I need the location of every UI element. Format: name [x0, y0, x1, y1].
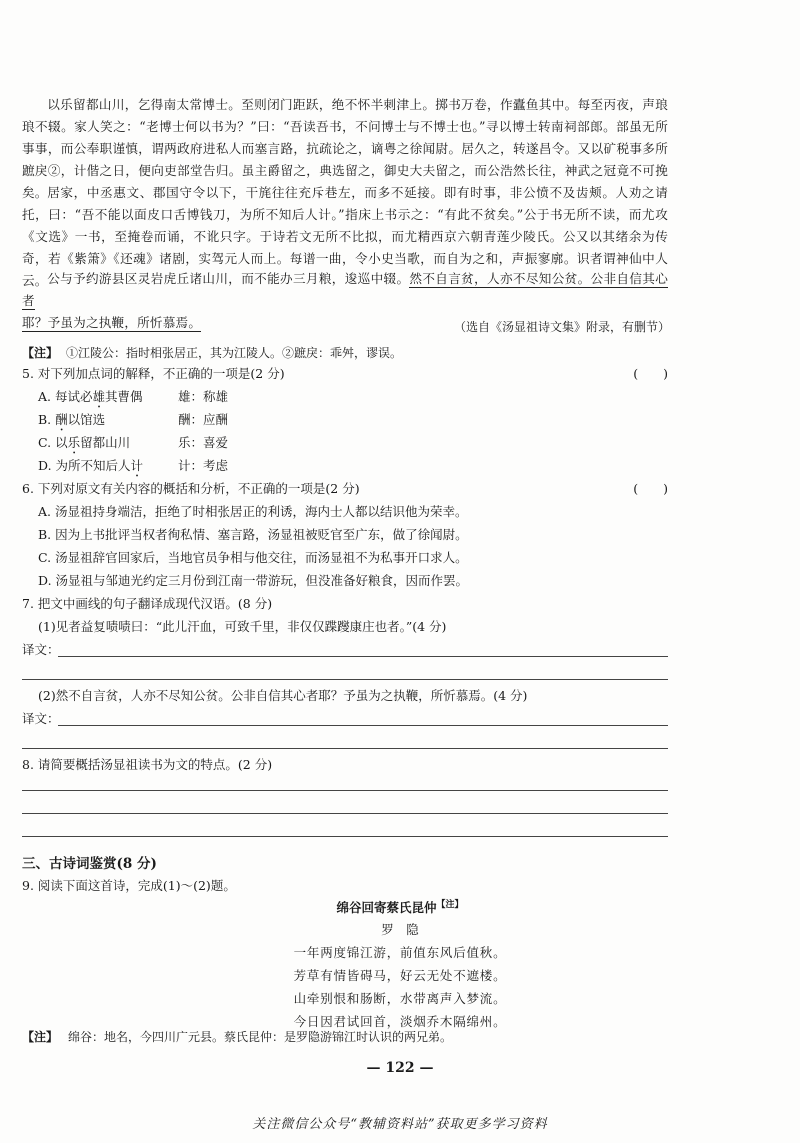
q5-b-dotted: 酬: [55, 412, 68, 427]
q7-translation-label-2: 译文：: [22, 711, 60, 726]
q5-c-post: 留都山川: [80, 435, 131, 450]
poem-line-3: 山牵别恨和肠断，水带离声入梦流。: [293, 991, 507, 1006]
section-3-heading: 三、古诗词鉴赏(8 分): [22, 856, 157, 872]
q7-answer-line-1b[interactable]: [22, 679, 668, 680]
q5-option-b: [38, 410, 105, 434]
poem-note-label: 【注】: [22, 1030, 59, 1044]
q5-option-c: [38, 433, 130, 457]
q5-stem-text: 5. 对下列加点词的解释，不正确的一项是(2 分): [22, 366, 285, 381]
passage-paragraph-1: 以乐留都山川，乞得南太常博士。至则闭门距跃，绝不怀半刺津上。掷书万卷，作蠹鱼其中。每至丙夜，声琅琅不辍。家人笑之：“老博士何以书为？”曰：“吾读吾书，不问博士与不博士也。”寻以博士转南祠部郎。部虽无所事事，而公奉职谨慎，谓两政府进私人而塞言路，抗疏论之，谪粤之徐闻尉。居久之，转遂昌令。又以矿税事多所蹠戾②，计偕之日，便向吏部堂告归。虽主爵留之，典选留之，御史大夫留之，而公浩然长往，神武之冠竟不可挽矣。: [22, 97, 668, 200]
q6-option-d: D. 汤显祖与邹迪光约定三月份到江南一带游玩，但没准备好粮食，因而作罢。: [38, 573, 469, 588]
q5-b-pre: B.: [38, 412, 56, 427]
q8-answer-line-1[interactable]: [22, 790, 668, 791]
underlined-sentence-a: 然不自言贫，人亦不尽知公贫。公非自信其心者: [22, 271, 668, 308]
q7-sentence-1: (1)见者益复啧啧曰：“此儿汗血，可致千里，非仅仅蹀躞康庄也者。”(4 分): [38, 619, 447, 634]
passage-source: （选自《汤显祖诗文集》附录，有删节）: [453, 320, 670, 334]
q5-option-d: [38, 456, 143, 480]
note-label: 【注】: [22, 346, 59, 360]
q5-c-dotted: 乐: [67, 435, 81, 450]
poem-note: [22, 1028, 452, 1045]
poem-line-1: 一年两度锦江游，前值东风后值秋。: [293, 945, 507, 960]
q5-option-d-gloss: 计：考虑: [178, 458, 229, 473]
q6-option-a: A. 汤显祖持身端洁，拒绝了时相张居正的利诱，海内士人都以结识他为荣幸。: [38, 504, 468, 519]
q6-stem-text: 6. 下列对原文有关内容的概括和分析，不正确的一项是(2 分): [22, 481, 360, 496]
question-5-stem: [22, 364, 668, 382]
poem-title: [0, 897, 800, 916]
footer-watermark: 关注微信公众号“教辅资料站”获取更多学习资料: [252, 1117, 548, 1132]
question-9-stem: 9. 阅读下面这首诗，完成(1)～(2)题。: [22, 878, 236, 893]
q6-answer-paren[interactable]: ( ): [633, 481, 668, 496]
q5-b-post: 以馆选: [67, 412, 106, 427]
q7-answer-line-1a[interactable]: [58, 656, 668, 657]
q8-answer-line-3[interactable]: [22, 836, 668, 837]
poem-title-text: 绵谷回寄蔡氏昆仲: [336, 900, 437, 916]
q5-option-a: [38, 387, 143, 411]
q7-sentence-2: (2)然不自言贫，人亦不尽知公贫。公非自信其心者耶？予虽为之执鞭，所忻慕焉。(4 分): [38, 688, 528, 703]
q5-option-c-gloss: 乐：喜爱: [178, 435, 229, 450]
poem-author: 罗 隐: [381, 922, 419, 937]
poem-line-2: 芳草有情皆碍马，好云无处不遮楼。: [293, 968, 507, 983]
q5-option-a-gloss: 雄：称雄: [178, 389, 229, 404]
q5-option-b-gloss: 酬：应酬: [178, 412, 229, 427]
passage-p3-plain: 公与予约游县区灵岩虎丘诸山川，而不能办三月粮，逡巡中辍。: [47, 271, 410, 286]
q5-answer-paren[interactable]: ( ): [633, 366, 668, 381]
q7-translation-label-1: 译文：: [22, 642, 60, 657]
q6-option-c: C. 汤显祖辞官回家后，当地官员争相与他交往，而汤显祖不为私事开口求人。: [38, 550, 468, 565]
poem-title-note-mark: 【注】: [436, 900, 464, 910]
q5-d-pre: D. 为所不知后人: [38, 458, 131, 473]
poem-note-text: 绵谷：地名，今四川广元县。蔡氏昆仲：是罗隐游锦江时认识的两兄弟。: [68, 1030, 453, 1044]
q5-a-pre: A. 每试必: [38, 389, 93, 404]
question-7-stem: 7. 把文中画线的句子翻译成现代汉语。(8 分): [22, 596, 273, 611]
passage-note: [22, 344, 668, 361]
q7-answer-line-2b[interactable]: [22, 748, 668, 749]
q5-a-post: 其曹偶: [105, 389, 143, 404]
question-6-stem: [22, 479, 668, 497]
q6-option-b: B. 因为上书批评当权者徇私情、塞言路，汤显祖被贬官至广东，做了徐闻尉。: [38, 527, 468, 542]
q5-a-dotted: 雄: [92, 389, 105, 404]
q5-d-dotted: 计: [130, 458, 144, 473]
poem-line-4: 今日因君试回首，淡烟乔木隔绵州。: [293, 1014, 507, 1029]
q5-c-pre: C. 以: [38, 435, 68, 450]
page-number: — 122 —: [366, 1060, 434, 1076]
question-8-stem: 8. 请简要概括汤显祖读书为文的特点。(2 分): [22, 757, 273, 772]
note-text: ①江陵公：指时相张居正，其为江陵人。②蹠戾：乖舛，谬误。: [66, 346, 403, 360]
passage-paragraph-2: 居家，中丞惠文、郡国守令以下，干旄往往充斥巷左，而多不延接。即有时事，非公愤不及齿颊。人劝之请托，曰：“吾不能以面皮口舌博钱刀，为所不知后人计。”指床上书示之：“有此不贫矣。”公于书无所不读，而尤攻《文选》一书，至掩卷而诵，不讹只字。于诗若文无所不比拟，而尤精西京六朝青莲少陵氏。公又以其绪余为传奇，若《紫箫》《还魂》诸剧，实驾元人而上。每谱一曲，令小史当歌，而自为之和，声振寥廓。识者谓神仙中人云。: [22, 185, 668, 288]
underlined-sentence-b: 耶？予虽为之执鞭，所忻慕焉。: [22, 315, 202, 330]
q7-answer-line-2a[interactable]: [58, 725, 668, 726]
q8-answer-line-2[interactable]: [22, 813, 668, 814]
